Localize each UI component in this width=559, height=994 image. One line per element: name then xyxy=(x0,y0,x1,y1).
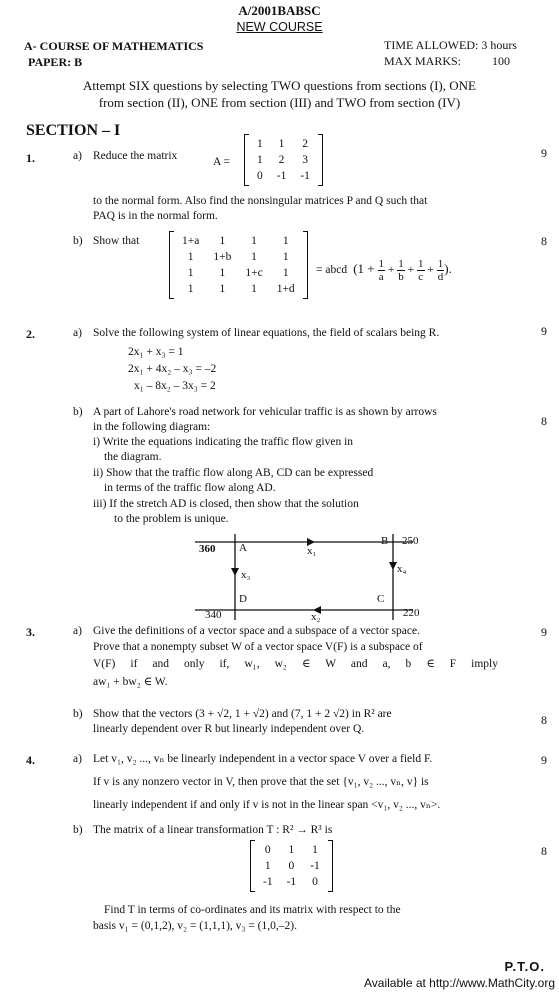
max-marks-value: 100 xyxy=(492,54,510,68)
q4b-matrix-row xyxy=(256,858,327,874)
q1a-label: a) xyxy=(73,150,82,162)
q2b-i-2: the diagram. xyxy=(104,451,162,463)
q1a-matrix-cell: 3 xyxy=(302,154,309,167)
q1a-text-2: to the normal form. Also find the nonsingular matrices P and Q such that xyxy=(93,195,428,207)
node-b-label: B xyxy=(381,535,389,547)
q4a-label: a) xyxy=(73,753,82,765)
q1b-matrix-cell: 1 xyxy=(187,251,194,264)
q4b-matrix-cell: 1 xyxy=(312,844,318,856)
source-link[interactable]: Available at http://www.MathCity.org xyxy=(364,976,555,990)
q4a-marks: 9 xyxy=(541,753,547,767)
q2b-text-2: in the following diagram: xyxy=(93,421,211,433)
q1a-text-3: PAQ is in the normal form. xyxy=(93,210,218,222)
q3b-text-1: Show that the vectors (3 + √2, 1 + √2) and (7, 1 + 2 √2) in R² are xyxy=(93,708,392,720)
traffic-diagram xyxy=(195,530,435,622)
q2b-iii-2: to the problem is unique. xyxy=(114,513,229,525)
exam-code: A/2001BABSC xyxy=(238,3,321,18)
q1a-matrix-cell: 2 xyxy=(278,154,285,167)
q1b-text: Show that xyxy=(93,235,140,247)
q1b-matrix-cell: 1 xyxy=(251,251,257,264)
question-1-number: 1. xyxy=(26,151,35,165)
q3a-text-3: V(F) if and only if, w₁, w₂ ∈ W and a, b ∈ F imply xyxy=(93,658,498,670)
flow-label-left-in: 360 xyxy=(199,543,216,555)
q3b-marks: 8 xyxy=(541,713,547,727)
q1b-matrix-row xyxy=(175,249,302,265)
q4b-matrix-cell: 1 xyxy=(288,844,295,856)
q1a-matrix-cell: 1 xyxy=(257,154,263,167)
q1a-matrix-cell: 2 xyxy=(302,138,309,150)
flow-label-bottom-right: 220 xyxy=(403,607,420,619)
q2a-equation-1: 2x₁ + x₃ = 1 xyxy=(128,346,184,358)
q2a-label: a) xyxy=(73,327,82,339)
node-c-label: C xyxy=(377,593,385,605)
q1a-matrix-cell: 0 xyxy=(257,170,263,183)
q4a-text-2: If v is any nonzero vector in V, then prove that the set {v₁, v₂ ..., vₙ, v} is xyxy=(93,776,429,788)
q1b-matrix-cell: 1 xyxy=(219,283,226,296)
q2a-equation-2: 2x₁ + 4x₂ – x₃ = –2 xyxy=(128,363,217,375)
q2a-text: Solve the following system of linear equations, the field of scalars being R. xyxy=(93,327,440,339)
question-3-number: 3. xyxy=(26,625,35,639)
q2b-i-1: i) Write the equations indicating the traffic flow given in xyxy=(93,436,354,448)
q4b-matrix-cell: -1 xyxy=(310,860,320,873)
q2b-iii-1: iii) If the stretch AD is closed, then show that the solution xyxy=(93,498,359,510)
question-2-number: 2. xyxy=(26,327,35,341)
q1b-matrix-cell: 1 xyxy=(187,283,194,296)
pto-label: P.T.O. xyxy=(504,959,545,974)
q1a-matrix-cell: 1 xyxy=(278,138,285,150)
q1a-matrix-cell: -1 xyxy=(276,170,287,183)
q1b-matrix-row xyxy=(175,233,302,249)
flow-x1-label: x₁ xyxy=(307,545,317,557)
q1b-marks: 8 xyxy=(541,234,547,248)
q2b-marks: 8 xyxy=(541,414,547,428)
flow-x3-label: x₃ xyxy=(241,569,251,581)
q3b-text-2: linearly dependent over R but linearly independent over Q. xyxy=(93,723,365,735)
flow-x4-label: x₄ xyxy=(397,563,407,575)
q4b-matrix-cell: 0 xyxy=(312,876,318,889)
q2a-equation-3: x₁ – 8x₂ – 3x₃ = 2 xyxy=(134,380,216,392)
course-type: NEW COURSE xyxy=(236,20,323,34)
q1b-matrix-cell: 1 xyxy=(219,235,226,247)
q1b-rhs-text: = abcd xyxy=(316,264,348,277)
q1a-matrix-row xyxy=(250,168,317,184)
q3a-marks: 9 xyxy=(541,625,547,639)
q1b-matrix-row xyxy=(175,281,302,297)
q1b-matrix-cell: 1+b xyxy=(213,251,232,264)
q1b-matrix-cell: 1 xyxy=(282,251,289,264)
q1b-matrix-cell: 1 xyxy=(219,267,226,280)
q1b-matrix xyxy=(169,231,308,305)
q2a-marks: 9 xyxy=(541,324,547,338)
q1a-text: Reduce the matrix xyxy=(93,150,178,162)
q1a-matrix-name: A = xyxy=(213,156,231,168)
q1a-matrix-cell: -1 xyxy=(300,170,310,183)
q4b-text-2: Find T in terms of co-ordinates and its matrix with respect to the xyxy=(104,904,401,916)
q1b-matrix-cell: 1 xyxy=(282,235,289,247)
q3b-label: b) xyxy=(73,708,83,720)
q1b-matrix-cell: 1 xyxy=(282,267,289,280)
q4b-matrix-cell: -1 xyxy=(263,876,273,889)
q1b-matrix-cell: 1 xyxy=(251,283,257,296)
q3a-text-1: Give the definitions of a vector space and a subspace of a vector space. xyxy=(93,625,420,637)
q2b-ii-1: ii) Show that the traffic flow along AB, CD can be expressed xyxy=(93,467,374,479)
instructions-line-1: Attempt SIX questions by selecting TWO questions from sections (I), ONE xyxy=(83,78,476,93)
q3a-text-2: Prove that a nonempty subset W of a vector space V(F) is a subspace of xyxy=(93,641,423,653)
max-marks-label: MAX MARKS: xyxy=(384,54,462,68)
q4b-label: b) xyxy=(73,824,83,836)
course-name: A- COURSE OF MATHEMATICS xyxy=(24,39,204,53)
q4b-marks: 8 xyxy=(541,844,547,858)
section-title: SECTION – I xyxy=(26,122,121,139)
q4a-text-1: Let v₁, v₂ ..., vₙ be linearly independent in a vector space V over a field F. xyxy=(93,753,433,765)
q4b-text-3: basis v₁ = (0,1,2), v₂ = (1,1,1), v₃ = (1,0,–2). xyxy=(93,920,297,932)
q4b-matrix-cell: -1 xyxy=(286,876,297,889)
q2b-ii-2: in terms of the traffic flow along AD. xyxy=(104,482,276,494)
q4b-matrix xyxy=(250,840,333,898)
q4b-matrix-row xyxy=(256,842,327,858)
q1b-rhs: = abcd (1 + $\frac{1}{a}$ + $\frac{1}{b}$ + $\frac{1}{c}$ + $\frac{1}{d}$ ). xyxy=(316,258,452,284)
q4b-text-1: The matrix of a linear transformation T : R² → R³ is xyxy=(93,824,333,836)
q1b-matrix-cell: 1+a xyxy=(182,235,200,247)
q2b-label: b) xyxy=(73,406,83,418)
node-a-label: A xyxy=(239,542,247,554)
flow-label-top-right: 250 xyxy=(402,535,419,547)
q1a-matrix-row xyxy=(250,152,317,168)
flow-label-bottom-left: 340 xyxy=(205,609,222,621)
paper-label: PAPER: B xyxy=(28,55,83,69)
instructions-line-2: from section (II), ONE from section (III) and TWO from section (IV) xyxy=(98,95,461,110)
q1a-matrix-cell: 1 xyxy=(257,138,263,150)
q2b-text-1: A part of Lahore's road network for vehicular traffic is as shown by arrows xyxy=(93,406,437,418)
q4b-matrix-cell: 0 xyxy=(264,844,271,856)
q3a-text-4: aw₁ + bw₂ ∈ W. xyxy=(93,676,168,688)
q1b-matrix-cell: 1 xyxy=(251,235,257,247)
q4a-text-3: linearly independent if and only if v is not in the linear span <v₁, v₂ ..., vₙ>. xyxy=(93,799,441,811)
q1a-matrix xyxy=(244,134,323,192)
q1b-label: b) xyxy=(73,235,83,247)
q3a-label: a) xyxy=(73,625,82,637)
q1a-marks: 9 xyxy=(541,146,547,160)
q1b-matrix-cell: 1+d xyxy=(276,283,295,296)
node-d-label: D xyxy=(239,593,247,605)
q4b-matrix-cell: 0 xyxy=(288,860,295,873)
q1b-matrix-row xyxy=(175,265,302,281)
question-4-number: 4. xyxy=(26,753,35,767)
q1b-matrix-cell: 1 xyxy=(187,267,194,280)
q4b-matrix-row xyxy=(256,874,327,890)
q4b-matrix-cell: 1 xyxy=(264,860,271,873)
time-allowed: TIME ALLOWED: 3 hours xyxy=(384,38,517,52)
flow-x2-label: x₂ xyxy=(311,611,321,623)
q1a-matrix-row xyxy=(250,136,317,152)
q1b-matrix-cell: 1+c xyxy=(245,267,263,280)
